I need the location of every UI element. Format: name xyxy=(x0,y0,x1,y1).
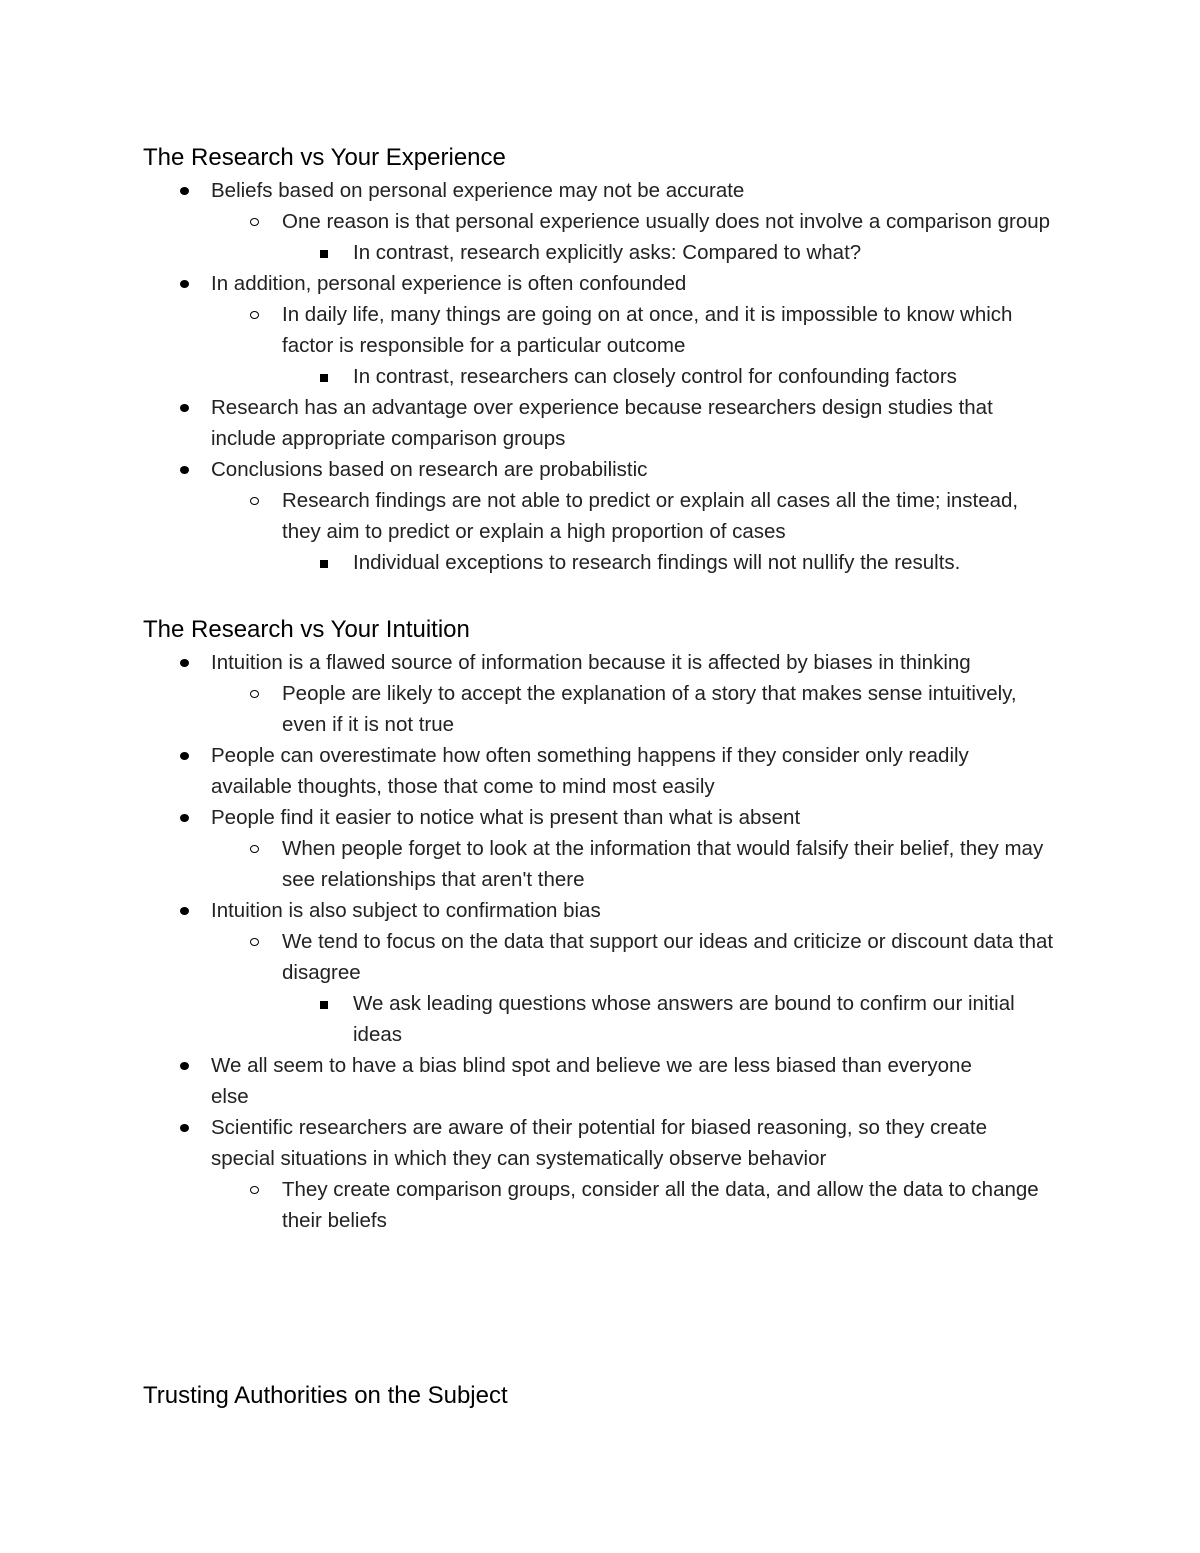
hollow-bullet-icon xyxy=(250,218,259,226)
list-item xyxy=(0,392,1001,454)
list-item-text: People are likely to accept the explanation of a story that makes sense intuitively, even if it is not true xyxy=(282,682,1017,736)
list-item-text: Beliefs based on personal experience may not be accurate xyxy=(211,179,745,202)
filled-bullet-icon xyxy=(180,907,189,915)
filled-bullet-icon xyxy=(180,280,189,288)
list-item xyxy=(0,547,1053,578)
hollow-bullet-icon xyxy=(250,311,259,319)
list-item-text: When people forget to look at the information that would falsify their belief, they may see relationships that aren't there xyxy=(282,837,1044,891)
list-item xyxy=(0,485,1054,547)
list-item xyxy=(0,833,1054,895)
hollow-bullet-icon xyxy=(250,1186,259,1194)
list-item xyxy=(0,175,1001,206)
list-item xyxy=(0,1174,1054,1236)
list-item xyxy=(0,237,1053,268)
filled-bullet-icon xyxy=(180,814,189,822)
filled-bullet-icon xyxy=(180,466,189,474)
hollow-bullet-icon xyxy=(250,690,259,698)
bullet-list xyxy=(0,175,1200,578)
list-item-text: Research findings are not able to predict or explain all cases all the time; instead, they aim to predict or explain a high proportion of cases xyxy=(282,489,1019,543)
list-item xyxy=(0,299,1054,361)
list-item xyxy=(0,895,1001,926)
list-item-text: In contrast, researchers can closely control for confounding factors xyxy=(353,365,957,388)
list-item-text: In addition, personal experience is often confounded xyxy=(211,272,687,295)
filled-bullet-icon xyxy=(180,752,189,760)
list-item-text: Scientific researchers are aware of their potential for biased reasoning, so they create special situations in which they can systematically observe behavior xyxy=(211,1116,987,1170)
list-item-text: They create comparison groups, consider all the data, and allow the data to change their beliefs xyxy=(282,1178,1039,1232)
list-item xyxy=(0,268,1001,299)
section-heading: The Research vs Your Intuition xyxy=(143,616,470,643)
list-item-text: Research has an advantage over experience because researchers design studies that include appropriate comparison groups xyxy=(211,396,993,450)
square-bullet-icon xyxy=(320,560,328,568)
list-item-text: One reason is that personal experience usually does not involve a comparison group xyxy=(282,210,1051,233)
list-item xyxy=(0,454,1001,485)
list-item xyxy=(0,802,1001,833)
list-item-text: People can overestimate how often something happens if they consider only readily available thoughts, those that come to mind most easily xyxy=(211,744,969,798)
list-item-text: In daily life, many things are going on at once, and it is impossible to know which factor is responsible for a particular outcome xyxy=(282,303,1013,357)
list-item xyxy=(0,361,1053,392)
hollow-bullet-icon xyxy=(250,497,259,505)
filled-bullet-icon xyxy=(180,187,189,195)
list-item-text: Conclusions based on research are probabilistic xyxy=(211,458,648,481)
hollow-bullet-icon xyxy=(250,845,259,853)
section-heading: The Research vs Your Experience xyxy=(143,144,506,171)
square-bullet-icon xyxy=(320,1001,328,1009)
filled-bullet-icon xyxy=(180,1062,189,1070)
list-item-text: We all seem to have a bias blind spot and believe we are less biased than everyone else xyxy=(211,1054,972,1108)
list-item xyxy=(0,678,1054,740)
list-item-text: We tend to focus on the data that support our ideas and criticize or discount data that disagree xyxy=(282,930,1054,984)
square-bullet-icon xyxy=(320,374,328,382)
hollow-bullet-icon xyxy=(250,938,259,946)
list-item xyxy=(0,988,1053,1050)
list-item xyxy=(0,206,1054,237)
list-item-text: Intuition is also subject to confirmation bias xyxy=(211,899,601,922)
section-heading: Trusting Authorities on the Subject xyxy=(143,1382,508,1409)
list-item xyxy=(0,1050,1001,1112)
list-item xyxy=(0,647,1001,678)
list-item-text: Individual exceptions to research findings will not nullify the results. xyxy=(353,551,961,574)
list-item xyxy=(0,1112,1001,1174)
list-item-text: We ask leading questions whose answers are bound to confirm our initial ideas xyxy=(353,992,1015,1046)
filled-bullet-icon xyxy=(180,404,189,412)
list-item-text: People find it easier to notice what is present than what is absent xyxy=(211,806,801,829)
list-item-text: Intuition is a flawed source of information because it is affected by biases in thinking xyxy=(211,651,971,674)
bullet-list xyxy=(0,647,1200,1236)
list-item xyxy=(0,740,1001,802)
square-bullet-icon xyxy=(320,250,328,258)
filled-bullet-icon xyxy=(180,1124,189,1132)
list-item xyxy=(0,926,1054,988)
list-item-text: In contrast, research explicitly asks: Compared to what? xyxy=(353,241,862,264)
filled-bullet-icon xyxy=(180,659,189,667)
